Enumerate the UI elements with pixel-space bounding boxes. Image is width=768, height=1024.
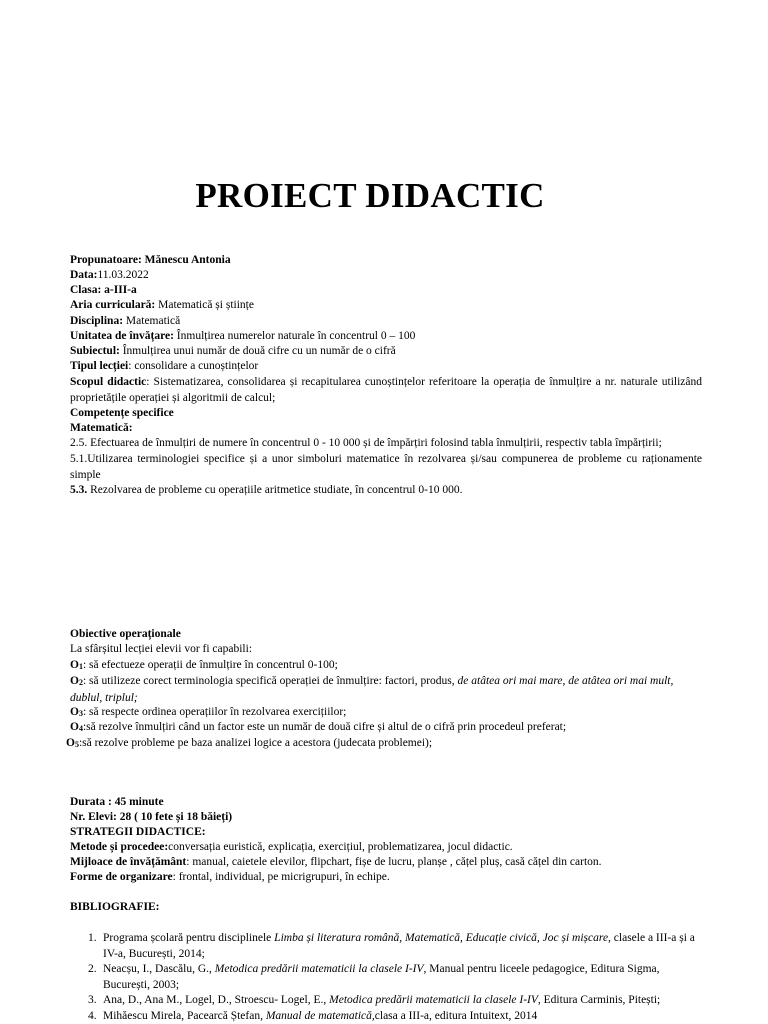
mijloace-label: Mijloace de învățământ [70, 856, 187, 868]
bibliografie-item-3 [70, 993, 702, 1009]
mijloace-line [70, 855, 702, 871]
bibliografie-item-text: , Manual pentru liceele pedagogice, Editura Sigma, București, 2003; [103, 963, 660, 991]
bibliografie-list [70, 931, 702, 1024]
scopul-label: Scopul didactic [70, 376, 147, 388]
nr-elevi-line: Nr. Elevi: 28 ( 10 fete și 18 băieți) [70, 811, 233, 823]
obiectiv-1-sub: 1 [78, 662, 83, 671]
obiectiv-1-label: O [70, 659, 79, 671]
obiective-heading: Obiective operaționale [70, 628, 181, 640]
obiectiv-5-label: O [66, 737, 75, 749]
clasa-line: Clasa: a-III-a [70, 284, 137, 296]
bibliografie-item-text: Programa școlară pentru disciplinele [103, 932, 275, 944]
unitatea-value: Înmulțirea numerelor naturale în concentrul 0 – 100 [173, 330, 416, 342]
bibliografie-item-text: , Editura Carminis, Pitești; [537, 994, 661, 1006]
forme-label: Forme de organizare [70, 871, 173, 883]
bibliografie-item-title: Metodica predării matematicii la clasele I-IV [214, 963, 424, 975]
obiectiv-5 [66, 736, 698, 753]
data-value: 11.03.2022 [97, 269, 149, 281]
aria-line [70, 298, 702, 314]
obiectiv-1 [70, 658, 702, 675]
bibliografie-item-2 [70, 962, 702, 993]
obiectiv-4 [70, 720, 702, 737]
unitatea-label: Unitatea de învățare: [70, 330, 174, 342]
obiective-intro: La sfârșitul lecției elevii vor fi capabili: [70, 643, 253, 655]
metode-line [70, 840, 702, 856]
competenta-5-3 [70, 483, 702, 499]
bibliografie-item-text: Ana, D., Ana M., Logel, D., Stroescu- Logel, E., [103, 994, 330, 1006]
bibliografie-item-text: Mihăescu Mirela, Pacearcă Ștefan, [103, 1009, 266, 1022]
forme-value: : frontal, individual, pe micrigrupuri, în echipe. [172, 871, 390, 883]
obiectiv-3-label: O [70, 706, 79, 718]
forme-line [70, 870, 702, 886]
bibliografie-item-title: Manual de matematică, [265, 1009, 375, 1022]
bibliografie-item-number: 1. [88, 932, 97, 944]
obiectiv-3-sub: 3 [78, 709, 83, 718]
obiectiv-2-text: : să utilizeze corect terminologia specifică operației de înmulțire: factori, produs, [82, 675, 458, 687]
matematica-subheading: Matematică: [70, 422, 133, 434]
bibliografie-heading: BIBLIOGRAFIE: [70, 901, 160, 913]
obiectiv-2-sub: 2 [78, 678, 83, 687]
obiectiv-5-text: :să rezolve probleme pe baza analizei logice a acestora (judecata problemei); [78, 737, 433, 749]
scopul-line [70, 375, 702, 406]
tipul-value: : consolidare a cunoștințelor [128, 360, 259, 372]
tipul-line [70, 359, 702, 375]
disciplina-label: Disciplina: [70, 315, 124, 327]
obiectiv-2-italic: de atâtea ori mai mare, de atâtea ori mai mult, dublul, triplul; [70, 675, 674, 704]
competenta-2-5: 2.5. Efectuarea de înmulțiri de numere în concentrul 0 - 10 000 și de împărțiri folosind tabla înmulțirii, respectiv tabla împărțirii; [70, 437, 662, 449]
bibliografie-item-text: Neacșu, I., Dascălu, G., [103, 963, 215, 975]
disciplina-value: Matematică [123, 315, 181, 327]
obiectiv-4-sub: 4 [78, 724, 83, 733]
obiectiv-2-label: O [70, 675, 79, 687]
data-label: Data: [70, 269, 98, 281]
metode-label: Metode și procedee: [70, 841, 169, 853]
aria-label: Aria curriculară: [70, 299, 156, 311]
bibliografie-item-number: 3. [88, 994, 97, 1006]
durata-line: Durata : 45 minute [70, 796, 164, 808]
strategii-heading: STRATEGII DIDACTICE: [70, 826, 206, 838]
obiectiv-3-text: : să respecte ordinea operațiilor în rezolvarea exercițiilor; [82, 706, 347, 718]
obiectiv-2 [70, 674, 702, 706]
subiectul-label: Subiectul: [70, 345, 120, 357]
subiectul-value: Înmulțirea unui număr de două cifre cu un număr de o cifră [119, 345, 396, 357]
bibliografie-item-1 [70, 931, 702, 962]
metode-value: conversația euristică, explicația, exercițiul, problematizarea, jocul didactic. [168, 841, 513, 853]
tipul-label: Tipul lecției [70, 360, 129, 372]
document-title: PROIECT DIDACTIC [195, 176, 545, 215]
obiectiv-4-text: :să rezolve înmulțiri când un factor este un număr de două cifre și altul de o cifră prin procedeul preferat; [82, 721, 567, 733]
mijloace-value: : manual, caietele elevilor, flipchart, fișe de lucru, planșe , cățel pluș, casă cățel din carton. [186, 856, 602, 868]
competenta-5-3-label: 5.3. [70, 484, 88, 496]
scopul-value: : Sistematizarea, consolidarea și recapitularea cunoștințelor referitoare la operația de înmulțire a nr. naturale utilizând proprietățile operației și algoritmii de calcul; [70, 376, 702, 404]
obiectiv-5-sub: 5 [74, 740, 79, 749]
subiectul-line [70, 344, 702, 360]
bibliografie-item-4 [70, 1009, 702, 1024]
bibliografie-item-title: Metodica predării matematicii la clasele I-IV [329, 994, 538, 1006]
bibliografie-item-text: clasa a III-a, editura Intuitext, 2014 [374, 1009, 538, 1022]
competenta-5-1: 5.1.Utilizarea terminologiei specifice și a unor simboluri matematice în rezolvarea și/sau compunerea de probleme cu raționamente simple [70, 453, 702, 481]
competente-heading: Competențe specifice [70, 407, 174, 419]
data-line [70, 268, 702, 284]
propunatoare-line: Propunatoare: Mănescu Antonia [70, 254, 231, 266]
disciplina-line [70, 314, 702, 330]
unitatea-line [70, 329, 702, 345]
competenta-5-3-value: Rezolvarea de probleme cu operațiile aritmetice studiate, în concentrul 0-10 000. [87, 484, 463, 496]
bibliografie-item-title: Limba și literatura română, Matematică, Educație civică, Joc și mișcare [274, 932, 609, 944]
bibliografie-item-text: , clasele a III-a și a IV-a, București, 2014; [103, 932, 695, 960]
bibliografie-item-number: 2. [88, 963, 97, 975]
obiectiv-4-label: O [70, 721, 79, 733]
bibliografie-item-number: 4. [88, 1009, 97, 1022]
aria-value: Matematică și științe [155, 299, 254, 311]
obiectiv-1-text: : să efectueze operații de înmulțire în concentrul 0-100; [82, 659, 338, 671]
